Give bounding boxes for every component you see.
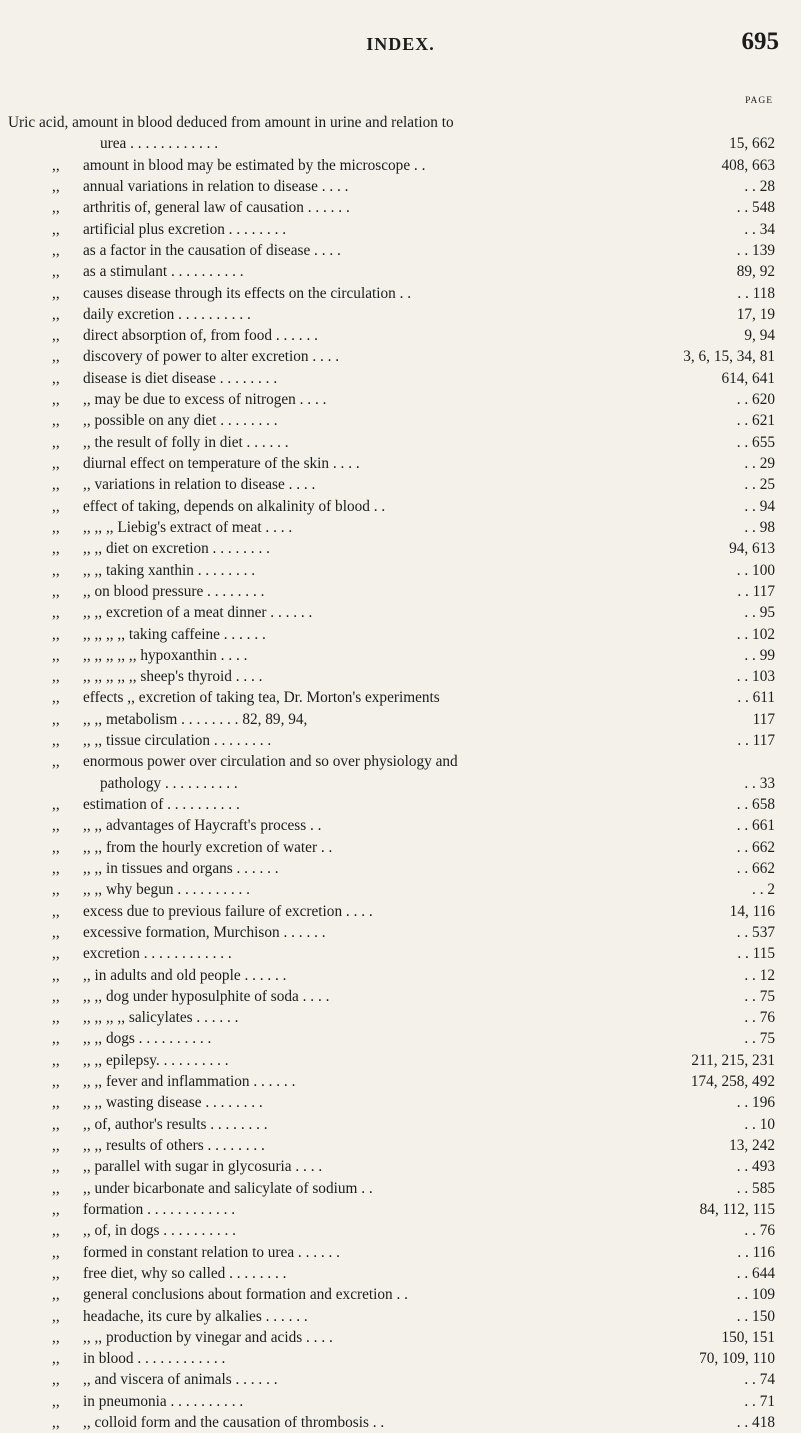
index-entry	[0, 1327, 801, 1348]
entry-text: ,, ,, from the hourly excretion of water . .	[83, 838, 333, 856]
ditto-mark: ,,	[52, 966, 60, 984]
entry-text: pathology . . . . . . . . . .	[100, 774, 238, 792]
page-reference: . . 196	[736, 1094, 775, 1112]
index-entry	[0, 1028, 801, 1049]
index-entry	[0, 1263, 801, 1284]
ditto-mark: ,,	[52, 1307, 60, 1325]
running-title: INDEX.	[366, 34, 435, 54]
page-reference: . . 548	[736, 199, 775, 217]
page-reference: . . 150	[736, 1307, 775, 1325]
entry-text: direct absorption of, from food . . . . . .	[83, 327, 318, 345]
index-entry	[0, 1071, 801, 1092]
index-entry	[0, 1348, 801, 1369]
index-entry	[0, 517, 801, 538]
entry-text: ,, ,, epilepsy. . . . . . . . . .	[83, 1051, 229, 1069]
index-entry	[0, 687, 801, 708]
ditto-mark: ,,	[52, 817, 60, 835]
entry-text: ,, ,, why begun . . . . . . . . . .	[83, 881, 250, 899]
page-reference: . . 537	[736, 923, 775, 941]
ditto-mark: ,,	[52, 582, 60, 600]
ditto-mark: ,,	[52, 1158, 60, 1176]
page-reference: . . 621	[736, 412, 775, 430]
entry-text: ,, of, in dogs . . . . . . . . . .	[83, 1222, 236, 1240]
page-reference: . . 100	[736, 561, 775, 579]
ditto-mark: ,,	[52, 476, 60, 494]
ditto-mark: ,,	[52, 689, 60, 707]
page-reference: . . 74	[744, 1371, 775, 1389]
index-entry	[0, 879, 801, 900]
page-reference: . . 34	[744, 220, 775, 238]
ditto-mark: ,,	[52, 646, 60, 664]
index-entry	[0, 815, 801, 836]
entry-text: ,, ,, taking xanthin . . . . . . . .	[83, 561, 256, 579]
page-reference: 94, 613	[729, 540, 775, 558]
entry-text: ,, ,, ,, ,, ,, sheep's thyroid . . . .	[83, 668, 263, 686]
page-reference: . . 12	[744, 966, 775, 984]
index-entry	[0, 1306, 801, 1327]
index-entry	[0, 346, 801, 367]
entry-text: as a stimulant . . . . . . . . . .	[83, 263, 244, 281]
page-reference: . . 117	[737, 732, 775, 750]
page-reference: 614, 641	[721, 369, 775, 387]
page-reference: 211, 215, 231	[691, 1051, 775, 1069]
entry-text: formation . . . . . . . . . . . .	[83, 1200, 236, 1218]
ditto-mark: ,,	[52, 1051, 60, 1069]
ditto-mark: ,,	[52, 455, 60, 472]
ditto-mark: ,,	[52, 1009, 60, 1027]
entry-text: ,, parallel with sugar in glycosuria . . . .	[83, 1158, 323, 1176]
index-entry	[0, 1220, 801, 1241]
ditto-mark: ,,	[52, 433, 60, 451]
index-entry	[0, 325, 801, 346]
index-entry	[0, 410, 801, 431]
page-reference: . . 28	[744, 177, 775, 195]
page-reference: . . 33	[744, 774, 775, 792]
ditto-mark: ,,	[52, 1414, 60, 1432]
entry-text: excretion . . . . . . . . . . . .	[83, 945, 232, 963]
page-reference: . . 662	[736, 859, 775, 877]
page-reference: 15, 662	[729, 135, 775, 153]
page-reference: . . 99	[744, 646, 775, 664]
ditto-mark: ,,	[52, 1030, 60, 1048]
page-reference: . . 29	[744, 455, 775, 472]
ditto-mark: ,,	[52, 518, 60, 536]
index-entry	[0, 538, 801, 559]
ditto-mark: ,,	[52, 412, 60, 430]
entry-text: effect of taking, depends on alkalinity of blood . .	[83, 497, 386, 515]
page-reference: . . 117	[737, 582, 775, 600]
entry-text: excess due to previous failure of excretion . . . .	[83, 902, 373, 920]
index-entry	[0, 602, 801, 623]
page-reference: . . 118	[737, 284, 775, 302]
page-reference: . . 10	[744, 1115, 775, 1133]
index-entry	[0, 730, 801, 751]
entry-text: enormous power over circulation and so over physiology and	[83, 753, 458, 771]
entry-text: ,, variations in relation to disease . . . .	[83, 476, 316, 494]
index-entry	[0, 368, 801, 389]
page-reference: . . 95	[744, 604, 775, 622]
index-entry	[0, 1242, 801, 1263]
page-reference: 408, 663	[721, 156, 775, 174]
ditto-mark: ,,	[52, 156, 60, 174]
page-reference: . . 658	[736, 796, 775, 813]
page-reference: . . 493	[736, 1158, 775, 1176]
ditto-mark: ,,	[52, 497, 60, 515]
page-reference: . . 98	[744, 518, 775, 536]
ditto-mark: ,,	[52, 1392, 60, 1410]
entry-text: in blood . . . . . . . . . . . .	[83, 1350, 226, 1368]
index-entry	[0, 1199, 801, 1220]
index-entry	[0, 986, 801, 1007]
index-entry	[0, 858, 801, 879]
entry-text: ,, the result of folly in diet . . . . . .	[83, 433, 289, 451]
entry-text: Uric acid, amount in blood deduced from amount in urine and relation to	[8, 114, 454, 131]
entry-text: ,, ,, ,, ,, salicylates . . . . . .	[83, 1009, 239, 1027]
index-entry	[0, 1114, 801, 1135]
index-entry	[0, 1391, 801, 1412]
page-reference: . . 94	[744, 497, 775, 515]
page-reference: . . 76	[744, 1009, 775, 1027]
index-entry	[0, 794, 801, 815]
index-entry	[0, 666, 801, 687]
entry-text: estimation of . . . . . . . . . .	[83, 796, 240, 813]
index-entry	[0, 261, 801, 282]
index-entry	[0, 709, 801, 730]
entry-text: formed in constant relation to urea . . . . . .	[83, 1243, 340, 1261]
page-reference: . . 75	[744, 1030, 775, 1048]
entry-text: ,, ,, ,, Liebig's extract of meat . . . .	[83, 518, 293, 536]
page-reference: . . 103	[736, 668, 775, 686]
entry-text: headache, its cure by alkalies . . . . . .	[83, 1307, 308, 1325]
page-header	[0, 0, 801, 70]
ditto-mark: ,,	[52, 625, 60, 643]
entry-text: ,, may be due to excess of nitrogen . . . .	[83, 391, 327, 409]
index-entry	[0, 240, 801, 261]
entry-text: ,, ,, ,, ,, taking caffeine . . . . . .	[83, 625, 266, 643]
entry-text: ,, on blood pressure . . . . . . . .	[83, 582, 265, 600]
page-reference: . . 25	[744, 476, 775, 494]
entry-text: ,, in adults and old people . . . . . .	[83, 966, 287, 984]
index-entry	[0, 112, 801, 133]
ditto-mark: ,,	[52, 1328, 60, 1346]
ditto-mark: ,,	[52, 923, 60, 941]
index-entry	[0, 1284, 801, 1305]
entry-text: arthritis of, general law of causation . . . . . .	[83, 199, 350, 217]
index-entry	[0, 389, 801, 410]
index-entry	[0, 943, 801, 964]
ditto-mark: ,,	[52, 753, 60, 771]
ditto-mark: ,,	[52, 1222, 60, 1240]
entry-text: causes disease through its effects on the circulation . .	[83, 284, 412, 302]
entry-text: ,, under bicarbonate and salicylate of sodium . .	[83, 1179, 373, 1197]
entry-text: ,, possible on any diet . . . . . . . .	[83, 412, 278, 430]
index-entry	[0, 304, 801, 325]
index-entry	[0, 283, 801, 304]
index-entry	[0, 1050, 801, 1071]
entry-text: free diet, why so called . . . . . . . .	[83, 1264, 287, 1282]
page-reference: . . 620	[736, 391, 775, 409]
page-reference: 117	[752, 710, 775, 728]
index-entries	[0, 112, 801, 1433]
ditto-mark: ,,	[52, 348, 60, 366]
page-reference: . . 418	[736, 1414, 775, 1432]
entry-text: ,, ,, tissue circulation . . . . . . . .	[83, 732, 272, 750]
entry-text: ,, ,, advantages of Haycraft's process . .	[83, 817, 322, 835]
ditto-mark: ,,	[52, 732, 60, 750]
index-entry	[0, 751, 801, 772]
index-entry	[0, 581, 801, 602]
ditto-mark: ,,	[52, 540, 60, 558]
index-entry	[0, 432, 801, 453]
page-reference: . . 109	[736, 1286, 775, 1304]
entry-text: ,, ,, excretion of a meat dinner . . . . . .	[83, 604, 313, 622]
entry-text: as a factor in the causation of disease . . . .	[83, 241, 341, 259]
index-entry	[0, 133, 801, 154]
entry-text: urea . . . . . . . . . . . .	[100, 135, 219, 153]
entry-text: ,, ,, in tissues and organs . . . . . .	[83, 859, 279, 877]
entry-text: artificial plus excretion . . . . . . . .	[83, 220, 287, 238]
index-entry	[0, 1092, 801, 1113]
index-entry	[0, 624, 801, 645]
ditto-mark: ,,	[52, 1371, 60, 1389]
ditto-mark: ,,	[52, 1264, 60, 1282]
ditto-mark: ,,	[52, 1073, 60, 1091]
index-entry	[0, 901, 801, 922]
index-entry	[0, 197, 801, 218]
page-reference: 150, 151	[721, 1328, 775, 1346]
entry-text: ,, ,, metabolism . . . . . . . . 82, 89, 94,	[83, 710, 308, 728]
page-reference: 17, 19	[736, 305, 775, 323]
ditto-mark: ,,	[52, 987, 60, 1005]
ditto-mark: ,,	[52, 220, 60, 238]
ditto-mark: ,,	[52, 1243, 60, 1261]
ditto-mark: ,,	[52, 945, 60, 963]
entry-text: ,, and viscera of animals . . . . . .	[83, 1371, 278, 1389]
entry-text: ,, ,, dogs . . . . . . . . . .	[83, 1030, 212, 1048]
ditto-mark: ,,	[52, 796, 60, 813]
index-entry	[0, 965, 801, 986]
index-entry	[0, 176, 801, 197]
page-reference: 3, 6, 15, 34, 81	[683, 348, 775, 366]
page-reference: . . 2	[752, 881, 775, 899]
ditto-mark: ,,	[52, 604, 60, 622]
ditto-mark: ,,	[52, 1200, 60, 1218]
index-entry	[0, 474, 801, 495]
entry-text: effects ,, excretion of taking tea, Dr. Morton's experiments	[83, 689, 440, 707]
ditto-mark: ,,	[52, 284, 60, 302]
page-reference: . . 644	[736, 1264, 775, 1282]
entry-text: annual variations in relation to disease . . . .	[83, 177, 349, 195]
entry-text: in pneumonia . . . . . . . . . .	[83, 1392, 244, 1410]
entry-text: ,, ,, production by vinegar and acids . . . .	[83, 1328, 333, 1346]
page-reference: . . 76	[744, 1222, 775, 1240]
index-entry	[0, 1369, 801, 1390]
page-reference: 89, 92	[736, 263, 775, 281]
ditto-mark: ,,	[52, 369, 60, 387]
ditto-mark: ,,	[52, 177, 60, 195]
ditto-mark: ,,	[52, 838, 60, 856]
entry-text: ,, ,, ,, ,, ,, hypoxanthin . . . .	[83, 646, 248, 664]
index-entry	[0, 645, 801, 666]
ditto-mark: ,,	[52, 859, 60, 877]
entry-text: general conclusions about formation and excretion . .	[83, 1286, 408, 1304]
index-entry	[0, 1135, 801, 1156]
entry-text: ,, ,, wasting disease . . . . . . . .	[83, 1094, 263, 1112]
page-reference: . . 585	[736, 1179, 775, 1197]
index-entry	[0, 773, 801, 794]
page-reference: . . 139	[736, 241, 775, 259]
index-entry	[0, 922, 801, 943]
page-reference: 9, 94	[744, 327, 775, 345]
entry-text: ,, ,, results of others . . . . . . . .	[83, 1137, 265, 1154]
index-entry	[0, 155, 801, 176]
index-entry	[0, 1412, 801, 1433]
page-reference: 70, 109, 110	[699, 1350, 775, 1368]
ditto-mark: ,,	[52, 263, 60, 281]
page-number: 695	[741, 28, 779, 55]
page-reference: 84, 112, 115	[699, 1200, 775, 1218]
index-entry	[0, 453, 801, 474]
entry-text: disease is diet disease . . . . . . . .	[83, 369, 278, 387]
ditto-mark: ,,	[52, 1179, 60, 1197]
page-reference: . . 611	[737, 689, 775, 707]
index-entry	[0, 560, 801, 581]
ditto-mark: ,,	[52, 391, 60, 409]
ditto-mark: ,,	[52, 305, 60, 323]
ditto-mark: ,,	[52, 881, 60, 899]
entry-text: ,, of, author's results . . . . . . . .	[83, 1115, 268, 1133]
index-entry	[0, 219, 801, 240]
ditto-mark: ,,	[52, 1286, 60, 1304]
entry-text: daily excretion . . . . . . . . . .	[83, 305, 251, 323]
entry-text: ,, ,, dog under hyposulphite of soda . . . .	[83, 987, 330, 1005]
page-column-label: PAGE	[745, 96, 773, 106]
page-reference: . . 75	[744, 987, 775, 1005]
entry-text: ,, colloid form and the causation of thrombosis . .	[83, 1414, 385, 1432]
page-reference: 174, 258, 492	[690, 1073, 775, 1091]
entry-text: excessive formation, Murchison . . . . . .	[83, 923, 326, 941]
index-entry	[0, 1156, 801, 1177]
ditto-mark: ,,	[52, 710, 60, 728]
ditto-mark: ,,	[52, 1115, 60, 1133]
index-entry	[0, 1007, 801, 1028]
index-entry	[0, 496, 801, 517]
page-reference: 13, 242	[729, 1137, 775, 1154]
ditto-mark: ,,	[52, 668, 60, 686]
page-reference: 14, 116	[729, 902, 775, 920]
entry-text: discovery of power to alter excretion . . . .	[83, 348, 340, 366]
ditto-mark: ,,	[52, 241, 60, 259]
ditto-mark: ,,	[52, 1094, 60, 1112]
page-reference: . . 655	[736, 433, 775, 451]
entry-text: ,, ,, fever and inflammation . . . . . .	[83, 1073, 296, 1091]
index-entry	[0, 1178, 801, 1199]
page-reference: . . 662	[736, 838, 775, 856]
ditto-mark: ,,	[52, 199, 60, 217]
ditto-mark: ,,	[52, 327, 60, 345]
index-entry	[0, 837, 801, 858]
page-reference: . . 71	[744, 1392, 775, 1410]
entry-text: diurnal effect on temperature of the skin . . . .	[83, 455, 360, 472]
page-reference: . . 116	[737, 1243, 775, 1261]
page-reference: . . 661	[736, 817, 775, 835]
entry-text: ,, ,, diet on excretion . . . . . . . .	[83, 540, 270, 558]
ditto-mark: ,,	[52, 1350, 60, 1368]
ditto-mark: ,,	[52, 1137, 60, 1154]
ditto-mark: ,,	[52, 561, 60, 579]
ditto-mark: ,,	[52, 902, 60, 920]
page-reference: . . 115	[737, 945, 775, 963]
page-reference: . . 102	[736, 625, 775, 643]
entry-text: amount in blood may be estimated by the microscope . .	[83, 156, 426, 174]
